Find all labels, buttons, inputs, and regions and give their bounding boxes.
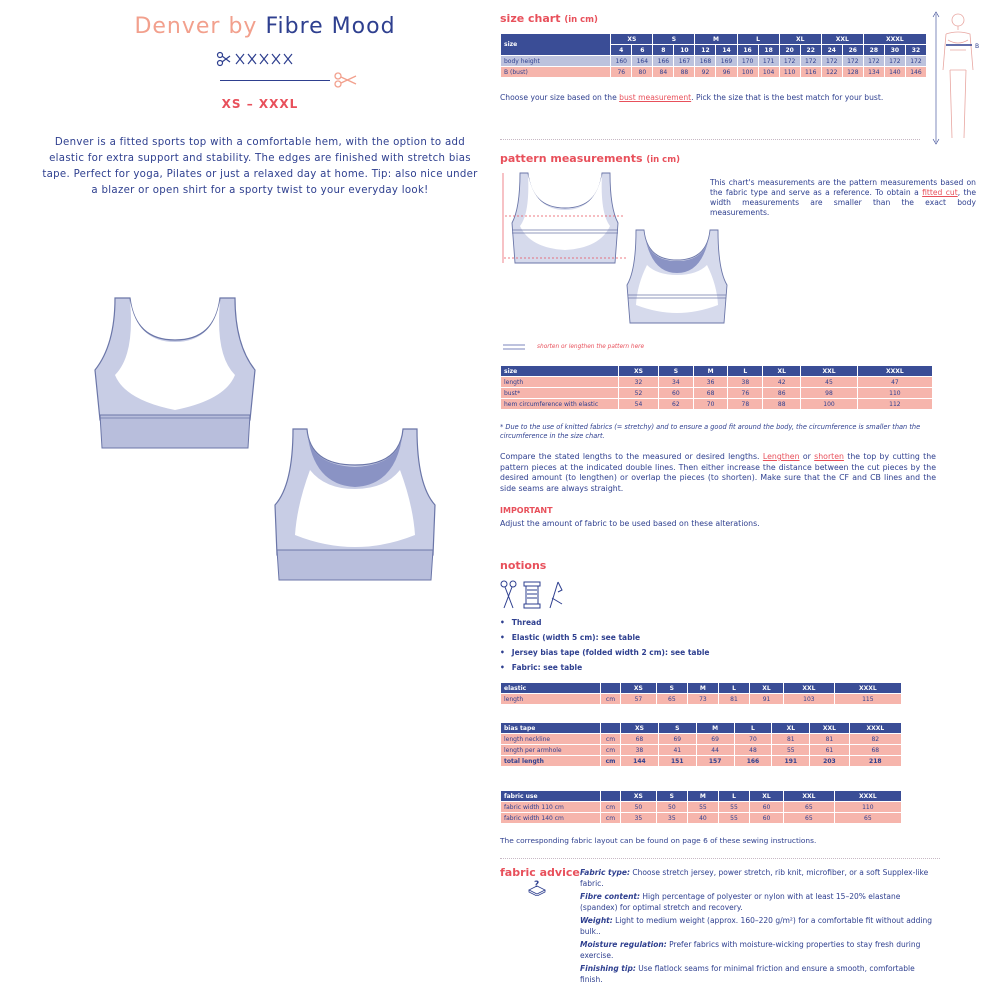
table-cell: 65 [784,813,835,824]
advice-text: Use flatlock seams for minimal friction and ensure a smooth, comfortable finish. [580,964,915,984]
garment-back-illustration [265,425,445,585]
garment-front-illustration [85,290,265,450]
size-number: 12 [695,45,716,56]
lengthen-link: Lengthen [762,452,800,461]
size-header: XS [621,791,657,802]
row-label: bust* [501,388,619,399]
table-cell: 104 [758,67,779,78]
size-header: XXXL [834,791,901,802]
fabric-use-table [500,790,902,824]
cut-line [220,80,330,81]
advice-text: Choose stretch jersey, power stretch, rib knit, microfiber, or a soft Supplex-like fabric. [580,868,929,888]
table-cell: 34 [659,377,694,388]
table-cell: 38 [728,377,763,388]
size-number: 4 [611,45,632,56]
bias-tape-table [500,722,902,767]
table-cell: 218 [849,756,901,767]
table-cell: 50 [656,802,687,813]
size-number: 24 [821,45,842,56]
table-cell: 91 [750,694,784,705]
divider [500,139,920,140]
sewing-tools-icon [500,578,572,610]
table-cell: 134 [863,67,884,78]
size-chart-table [500,33,927,78]
fabric-advice-title: fabric advice [500,866,580,879]
important-text: Adjust the amount of fabric to be used based on these alterations. [500,519,760,528]
pattern-back-illustration [622,225,732,325]
size-range: XS – XXXL [221,97,299,111]
table-row [501,734,902,745]
table-cell: 41 [658,745,696,756]
fabric-advice-list [580,868,938,988]
row-unit: cm [601,802,621,813]
size-header: S [656,791,687,802]
table-cell: 168 [695,56,716,67]
row-label: length neckline [501,734,601,745]
size-number: 20 [779,45,800,56]
table-cell: 100 [801,399,858,410]
table-header: bias tape [501,723,601,734]
unit-header [601,723,621,734]
table-header: elastic [501,683,601,694]
size-group: XL [779,34,821,45]
row-unit: cm [601,694,621,705]
shorten-link: shorten [814,452,844,461]
size-header: XS [621,723,659,734]
table-header: fabric use [501,791,601,802]
row-unit: cm [601,745,621,756]
size-header: M [687,683,718,694]
pattern-title: pattern measurements (in cm) [500,152,680,165]
size-header: L [718,791,749,802]
size-chart-note: Choose your size based on the bust measurement. Pick the size that is the best match for your bust. [500,93,884,102]
bust-marker-label: B [975,43,980,50]
table-cell: 166 [653,56,674,67]
table-cell: 171 [758,56,779,67]
advice-item [580,892,938,913]
table-cell: 55 [718,813,749,824]
size-group: S [653,34,695,45]
size-group: L [737,34,779,45]
table-cell: 172 [905,56,926,67]
table-cell: 35 [656,813,687,824]
size-header: XXL [810,723,849,734]
size-number: 22 [800,45,821,56]
table-cell: 116 [800,67,821,78]
advice-item [580,940,938,961]
size-header: M [687,791,718,802]
size-header: XL [772,723,810,734]
table-cell: 100 [737,67,758,78]
table-cell: 54 [619,399,659,410]
row-label: fabric width 140 cm [501,813,601,824]
size-header: S [656,683,687,694]
table-cell: 68 [693,388,728,399]
table-cell: 98 [801,388,858,399]
table-cell: 112 [857,399,932,410]
advice-text: Prefer fabrics with moisture-wicking properties to stay fresh during exercise. [580,940,921,960]
size-header: XL [750,791,784,802]
advice-text: Light to medium weight (approx. 160–220 g/m²) for a comfortable fit without adding bulk.. [580,916,932,936]
size-number: 32 [905,45,926,56]
size-header: XL [750,683,784,694]
size-number: 26 [842,45,863,56]
advice-label: Fabric type: [580,868,630,877]
brand-model: Denver by [134,14,266,39]
list-item: • Thread [500,618,710,633]
table-cell: 191 [772,756,810,767]
brand-name: Fibre Mood [265,14,396,39]
advice-item [580,964,938,985]
column-header: M [693,366,728,377]
table-cell: 68 [849,745,901,756]
table-cell: 169 [716,56,737,67]
table-cell: 44 [696,745,734,756]
table-cell: 55 [687,802,718,813]
table-cell: 36 [693,377,728,388]
table-cell: 88 [674,67,695,78]
table-cell: 81 [772,734,810,745]
table-cell: 60 [659,388,694,399]
size-number: 30 [884,45,905,56]
list-item: • Jersey bias tape (folded width 2 cm): see table [500,648,710,663]
table-cell: 65 [784,802,835,813]
column-header: L [728,366,763,377]
table-cell: 82 [849,734,901,745]
table-cell: 32 [619,377,659,388]
advice-label: Finishing tip: [580,964,636,973]
table-cell: 69 [696,734,734,745]
size-header: XXXL [834,683,901,694]
row-label: length [501,377,619,388]
row-label: hem circumference with elastic [501,399,619,410]
advice-label: Moisture regulation: [580,940,667,949]
table-cell: 50 [621,802,657,813]
table-cell: 69 [658,734,696,745]
fitted-cut-link: fitted cut [922,188,958,197]
pattern-table [500,365,933,410]
size-chart-title: size chart (in cm) [500,12,598,25]
table-row [501,745,902,756]
table-cell: 86 [763,388,801,399]
row-label: total length [501,756,601,767]
table-cell: 172 [863,56,884,67]
table-cell: 81 [718,694,749,705]
table-cell: 157 [696,756,734,767]
table-row [501,756,902,767]
table-cell: 103 [784,694,835,705]
size-number: 6 [632,45,653,56]
size-header: L [734,723,772,734]
table-cell: 88 [763,399,801,410]
size-group: XS [611,34,653,45]
unit-header [601,791,621,802]
table-cell: 80 [632,67,653,78]
table-cell: 45 [801,377,858,388]
table-cell: 172 [800,56,821,67]
pattern-footnote: * Due to the use of knitted fabrics (= stretchy) and to ensure a good fit around the body, the circumference is smaller than the circumference in the size chart. [500,423,921,440]
table-cell: 172 [821,56,842,67]
pattern-description: This chart's measurements are the pattern measurements based on the fabric type and serve as a reference. To obtain a fitted cut, the width measurements are smaller than the exact body measurements. [710,178,976,217]
table-cell: 70 [734,734,772,745]
size-number: 16 [737,45,758,56]
table-cell: 57 [621,694,657,705]
row-label: fabric width 110 cm [501,802,601,813]
bust-measurement-link: bust measurement [619,93,692,102]
table-cell: 167 [674,56,695,67]
advice-item [580,868,938,889]
table-cell: 84 [653,67,674,78]
column-header: XXL [801,366,858,377]
size-header: L [718,683,749,694]
table-cell: 78 [728,399,763,410]
size-group: M [695,34,737,45]
pattern-front-illustration [500,168,630,268]
table-cell: 140 [884,67,905,78]
row-label: length [501,694,601,705]
table-cell: 122 [821,67,842,78]
table-cell: 144 [621,756,659,767]
table-cell: 35 [621,813,657,824]
unit-header [601,683,621,694]
table-cell: 42 [763,377,801,388]
row-label: body height [501,56,611,67]
table-row [501,802,902,813]
column-header: XL [763,366,801,377]
size-header: M [696,723,734,734]
notions-title: notions [500,559,547,572]
size-header: XS [621,683,657,694]
table-cell: 55 [718,802,749,813]
scissors-icon [334,72,358,88]
table-cell: 65 [656,694,687,705]
important-title: IMPORTANT [500,506,553,515]
column-header: XXXL [857,366,932,377]
table-cell: 40 [687,813,718,824]
table-cell: 76 [611,67,632,78]
table-cell: 92 [695,67,716,78]
table-cell: 62 [659,399,694,410]
table-cell: 203 [810,756,849,767]
advice-label: Fibre content: [580,892,640,901]
table-cell: 52 [619,388,659,399]
table-cell: 96 [716,67,737,78]
table-cell: 60 [750,802,784,813]
table-row [501,813,902,824]
advice-item [580,916,938,937]
table-cell: 172 [779,56,800,67]
size-group: XXL [821,34,863,45]
size-number: 28 [863,45,884,56]
table-cell: 151 [658,756,696,767]
table-cell: 68 [621,734,659,745]
table-cell: 172 [842,56,863,67]
intro-text: Denver is a fitted sports top with a comfortable hem, with the option to add elastic for extra support and stability. The edges are finished with stretch bias tape. Perfect for yoga, Pilates or just a relaxed day at home. Tip: also nice under a blazer or open shirt for a sporty twist to your everyday look! [42,137,478,196]
table-cell: 166 [734,756,772,767]
table-cell: 110 [779,67,800,78]
size-header: XXL [784,683,835,694]
column-header: size [501,366,619,377]
table-cell: 81 [810,734,849,745]
row-unit: cm [601,813,621,824]
list-item: • Fabric: see table [500,663,710,678]
table-cell: 65 [834,813,901,824]
table-cell: 48 [734,745,772,756]
body-figure-illustration [928,10,988,145]
size-group: XXXL [863,34,926,45]
column-header: XS [619,366,659,377]
brand-title [0,14,530,39]
list-item: • Elastic (width 5 cm): see table [500,633,710,648]
size-header: XXL [784,791,835,802]
column-header: S [659,366,694,377]
size-header: S [658,723,696,734]
table-cell: 76 [728,388,763,399]
size-number: 14 [716,45,737,56]
elastic-table [500,682,902,705]
size-number: 10 [674,45,695,56]
size-number: 8 [653,45,674,56]
svg-text:?: ? [534,880,540,890]
size-number: 18 [758,45,779,56]
table-cell: 110 [857,388,932,399]
size-header: size [501,34,611,56]
table-cell: 128 [842,67,863,78]
table-cell: 70 [693,399,728,410]
table-cell: 172 [884,56,905,67]
row-label: length per armhole [501,745,601,756]
table-cell: 115 [834,694,901,705]
legend-text: shorten or lengthen the pattern here [537,344,645,350]
fabric-layout-note: The corresponding fabric layout can be found on page 6 of these sewing instructions. [500,836,817,845]
notions-list [500,618,710,678]
row-unit: cm [601,756,621,767]
advice-text: High percentage of polyester or nylon with at least 15–20% elastane (spandex) for optimal stretch and recovery. [580,892,901,912]
table-cell: 164 [632,56,653,67]
row-label: B (bust) [501,67,611,78]
advice-label: Weight: [580,916,613,925]
compare-text: Compare the stated lengths to the measured or desired lengths. Lengthen or shorten the top by cutting the pattern pieces at the indicated double lines. Then either increase the distance between the cut pieces by the desired amount (to lengthen) or overlap the pieces (to shorten). Make sure that the CF and CB lines and the side seams are always straight. [500,452,936,493]
table-cell: 61 [810,745,849,756]
table-cell: 146 [905,67,926,78]
divider [500,858,940,859]
table-cell: 110 [834,802,901,813]
table-cell: 38 [621,745,659,756]
table-cell: 47 [857,377,932,388]
fabric-question-icon [527,878,547,896]
table-cell: 160 [611,56,632,67]
table-cell: 73 [687,694,718,705]
table-cell: 55 [772,745,810,756]
table-row [501,694,902,705]
double-line-legend-icon [503,343,527,353]
row-unit: cm [601,734,621,745]
table-cell: 60 [750,813,784,824]
size-header: XXXL [849,723,901,734]
table-cell: 170 [737,56,758,67]
scissor-dashes-icon [216,50,306,68]
